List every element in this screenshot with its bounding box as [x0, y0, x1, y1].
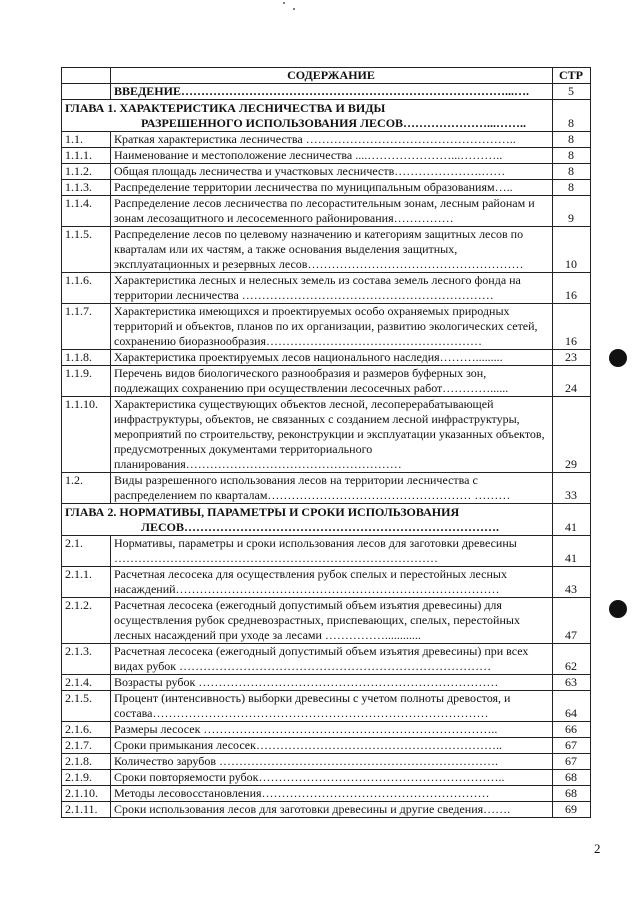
table-row: [62, 304, 591, 350]
section-number: 2.1.: [62, 536, 111, 567]
table-row: [62, 598, 591, 644]
section-number: 1.1.7.: [62, 304, 111, 350]
table-row: [62, 691, 591, 722]
section-number: 2.1.7.: [62, 738, 111, 754]
section-number: 1.1.: [62, 132, 111, 148]
intro-num: [62, 84, 111, 100]
section-title: Характеристика лесных и нелесных земель из состава земель лесного фонда на территории лесничества ………………………………………………………: [111, 273, 553, 304]
section-number: 1.2.: [62, 473, 111, 504]
section-title: Нормативы, параметры и сроки использования лесов для заготовки древесины ………………………………………………………………………: [111, 536, 553, 567]
punch-hole: [609, 349, 627, 367]
section-number: 2.1.4.: [62, 675, 111, 691]
chapter1-row: [62, 100, 591, 132]
section-page: 67: [553, 754, 591, 770]
section-title: Процент (интенсивность) выборки древесины с учетом полноты древостоя, и состава…………………………………………………………………………: [111, 691, 553, 722]
section-number: 1.1.5.: [62, 227, 111, 273]
page-number: 2: [594, 841, 601, 856]
table-row: [62, 180, 591, 196]
section-title: Распределение лесов по целевому назначению и категориям защитных лесов по кварталам или их частям, а также основания выделения защитных, эксплуатационных и резервных лесов………………………………………………: [111, 227, 553, 273]
section-title: Характеристика существующих объектов лесной, лесоперерабатывающей инфраструктуры, объектов, не связанных с созданием лесной инфраструктуры, мероприятий по строительству, реконструкции и эксплуатации указанных объектов, предусмотренных документами территориального планирования………………………………………………: [111, 397, 553, 473]
section-number: 2.1.3.: [62, 644, 111, 675]
section-title: Возрасты рубок …………………………………………………………………: [111, 675, 553, 691]
table-row: [62, 227, 591, 273]
section-page: 24: [553, 366, 591, 397]
intro-page: 5: [553, 84, 591, 100]
chapter2-page: 41: [553, 504, 591, 536]
section-title: Сроки использования лесов для заготовки древесины и другие сведения…….: [111, 802, 553, 818]
intro-title: ВВЕДЕНИЕ………………………………………………………………………...….: [111, 84, 553, 100]
section-page: 9: [553, 196, 591, 227]
section-title: Распределение лесов лесничества по лесорастительным зонам, лесным районам и зонам лесозащитного и лесосеменного районирования……………: [111, 196, 553, 227]
table-row: [62, 366, 591, 397]
scan-speck: [283, 2, 285, 4]
chapter1-page: 8: [553, 100, 591, 132]
section-page: 8: [553, 164, 591, 180]
contents-heading: СОДЕРЖАНИЕ: [111, 68, 553, 84]
chapter1-title-line2: РАЗРЕШЕННОГО ИСПОЛЬЗОВАНИЯ ЛЕСОВ…………………...……..: [141, 116, 527, 130]
section-page: 63: [553, 675, 591, 691]
chapter2-row: [62, 504, 591, 536]
section-page: 64: [553, 691, 591, 722]
section-page: 68: [553, 786, 591, 802]
table-of-contents: [61, 67, 591, 818]
table-row: [62, 754, 591, 770]
section-number: 1.1.10.: [62, 397, 111, 473]
section-title: Характеристика проектируемых лесов национального наследия……….........: [111, 350, 553, 366]
section-number: 1.1.6.: [62, 273, 111, 304]
chapter2-title-line2: ЛЕСОВ…………………………………………………………………….: [141, 520, 499, 534]
table-row: [62, 132, 591, 148]
table-row: [62, 567, 591, 598]
section-page: 16: [553, 273, 591, 304]
table-row: [62, 722, 591, 738]
punch-hole: [609, 600, 627, 618]
section-page: 62: [553, 644, 591, 675]
section-title: Краткая характеристика лесничества ……………………………………………..: [111, 132, 553, 148]
section-title: Расчетная лесосека (ежегодный допустимый объем изъятия древесины) для осуществления рубок средневозрастных, приспевающих, спелых, перестойных лесных насаждений при уходе за лесами ……………............: [111, 598, 553, 644]
table-row: [62, 644, 591, 675]
scan-speck: [293, 8, 295, 10]
table-row: [62, 397, 591, 473]
section-page: 10: [553, 227, 591, 273]
section-number: 2.1.6.: [62, 722, 111, 738]
toc-header-row: [62, 68, 591, 84]
table-row: [62, 802, 591, 818]
section-page: 43: [553, 567, 591, 598]
table-row: [62, 536, 591, 567]
section-page: 23: [553, 350, 591, 366]
section-page: 16: [553, 304, 591, 350]
section-number: 1.1.9.: [62, 366, 111, 397]
section-page: 66: [553, 722, 591, 738]
section-page: 29: [553, 397, 591, 473]
section-number: 2.1.11.: [62, 802, 111, 818]
section-page: 69: [553, 802, 591, 818]
section-page: 47: [553, 598, 591, 644]
section-number: 2.1.9.: [62, 770, 111, 786]
section-title: Виды разрешенного использования лесов на территории лесничества с распределением по кварталам…………………………………………… ………: [111, 473, 553, 504]
section-title: Общая площадь лесничества и участковых лесничеств………………….……: [111, 164, 553, 180]
table-row: [62, 770, 591, 786]
section-number: 2.1.1.: [62, 567, 111, 598]
section-page: 8: [553, 180, 591, 196]
section-number: 1.1.8.: [62, 350, 111, 366]
section-page: 33: [553, 473, 591, 504]
table-row: [62, 738, 591, 754]
section-number: 1.1.1.: [62, 148, 111, 164]
section-title: Расчетная лесосека для осуществления рубок спелых и перестойных лесных насаждений………………………………………………………………………: [111, 567, 553, 598]
table-row: [62, 148, 591, 164]
section-page: 8: [553, 132, 591, 148]
section-number: 1.1.3.: [62, 180, 111, 196]
section-title: Расчетная лесосека (ежегодный допустимый объем изъятия древесины) при всех видах рубок ……………………………………………………………………: [111, 644, 553, 675]
section-title: Перечень видов биологического разнообразия и размеров буферных зон, подлежащих сохранению при осуществлении лесосечных работ…………......: [111, 366, 553, 397]
intro-row: [62, 84, 591, 100]
table-row: [62, 786, 591, 802]
section-number: 2.1.10.: [62, 786, 111, 802]
chapter2-title: [62, 504, 553, 536]
section-number: 2.1.8.: [62, 754, 111, 770]
section-number: 2.1.2.: [62, 598, 111, 644]
section-title: Наименование и местоположение лесничества ....…………………...………..: [111, 148, 553, 164]
page-column-heading: СТР: [553, 68, 591, 84]
table-row: [62, 196, 591, 227]
section-page: 67: [553, 738, 591, 754]
table-row: [62, 273, 591, 304]
section-title: Сроки примыкания лесосек……………………………………………………..: [111, 738, 553, 754]
chapter2-title-line1: ГЛАВА 2. НОРМАТИВЫ, ПАРАМЕТРЫ И СРОКИ ИСПОЛЬЗОВАНИЯ: [65, 505, 460, 519]
chapter1-title-line1: ГЛАВА 1. ХАРАКТЕРИСТИКА ЛЕСНИЧЕСТВА И ВИДЫ: [65, 101, 386, 115]
table-row: [62, 350, 591, 366]
section-title: Сроки повторяемости рубок……………………………………………………..: [111, 770, 553, 786]
section-number: 2.1.5.: [62, 691, 111, 722]
table-row: [62, 164, 591, 180]
table-row: [62, 473, 591, 504]
chapter1-title: [62, 100, 553, 132]
section-title: Количество зарубов …………………………………………………………….: [111, 754, 553, 770]
section-number: 1.1.4.: [62, 196, 111, 227]
section-page: 41: [553, 536, 591, 567]
empty-header-cell: [62, 68, 111, 84]
section-title: Размеры лесосек ………………………………………………………………..: [111, 722, 553, 738]
section-page: 8: [553, 148, 591, 164]
section-number: 1.1.2.: [62, 164, 111, 180]
section-title: Методы лесовосстановления…………………………………………………: [111, 786, 553, 802]
section-title: Распределение территории лесничества по муниципальным образованиям…..: [111, 180, 553, 196]
section-page: 68: [553, 770, 591, 786]
section-title: Характеристика имеющихся и проектируемых особо охраняемых природных территорий и объектов, планов по их организации, развитию экологических сетей, сохранению биоразнообразия………………………………………………: [111, 304, 553, 350]
table-row: [62, 675, 591, 691]
